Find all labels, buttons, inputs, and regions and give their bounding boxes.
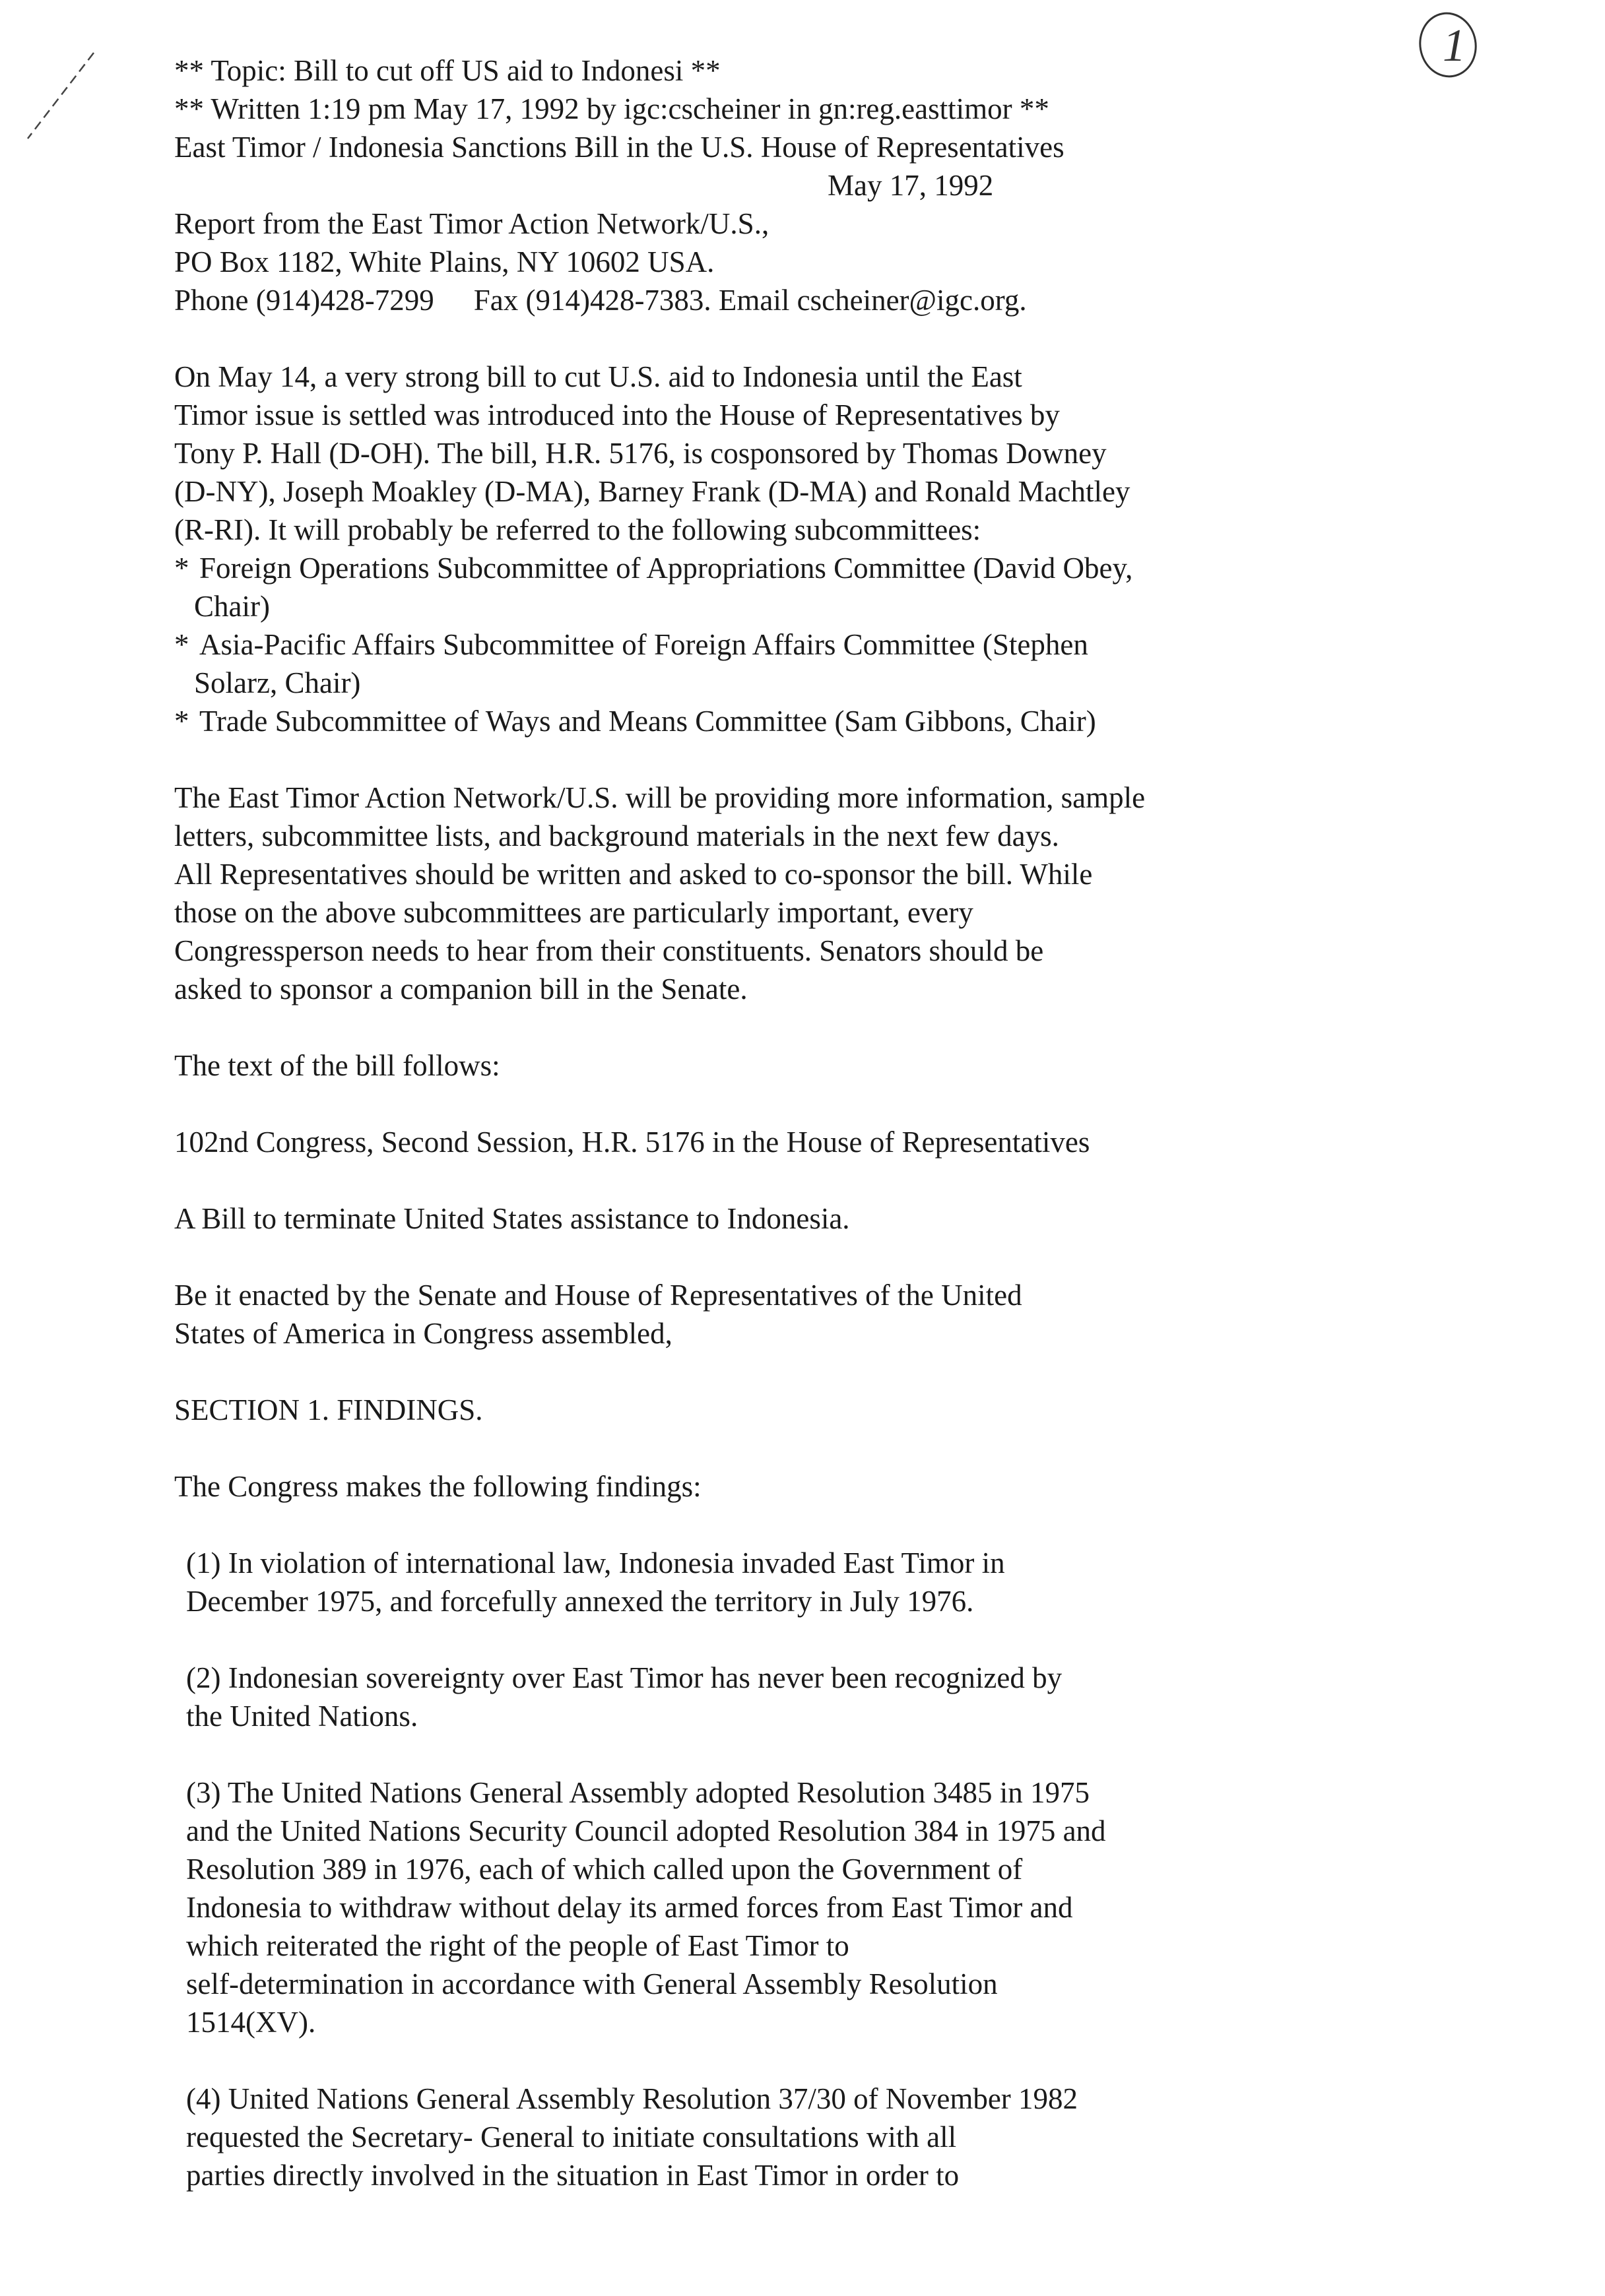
action-line: The East Timor Action Network/U.S. will be providing more information, sample: [174, 781, 1146, 814]
action-line: asked to sponsor a companion bill in the Senate.: [174, 973, 748, 1005]
document-title: East Timor / Indonesia Sanctions Bill in the U.S. House of Representatives: [174, 131, 1065, 164]
section-title: SECTION 1. FINDINGS.: [174, 1393, 483, 1426]
contact-line: [174, 281, 1468, 319]
bullet-mark: *: [174, 552, 189, 585]
report-from-line: Report from the East Timor Action Network/U.S.,: [174, 207, 770, 240]
document-date: May 17, 1992: [828, 169, 994, 202]
intro-line: On May 14, a very strong bill to cut U.S. aid to Indonesia until the East: [174, 360, 1022, 393]
subcommittee-item-continued: Chair): [194, 590, 270, 623]
finding-2-line: the United Nations.: [186, 1700, 418, 1733]
intro-line: (R-RI). It will probably be referred to the following subcommittees:: [174, 513, 981, 546]
bill-congress-line: 102nd Congress, Second Session, H.R. 5176 in the House of Representatives: [174, 1126, 1090, 1159]
finding-3-line: 1514(XV).: [186, 2006, 316, 2039]
subcommittee-item: * Foreign Operations Subcommittee of Appropriations Committee (David Obey,: [174, 549, 1468, 587]
subcommittee-item: * Asia-Pacific Affairs Subcommittee of Foreign Affairs Committee (Stephen: [174, 625, 1468, 664]
written-line: ** Written 1:19 pm May 17, 1992 by igc:cscheiner in gn:reg.easttimor **: [174, 92, 1049, 125]
intro-line: Tony P. Hall (D-OH). The bill, H.R. 5176, is cosponsored by Thomas Downey: [174, 437, 1107, 470]
fax-email-text: Fax (914)428-7383. Email cscheiner@igc.org.: [473, 284, 1027, 317]
findings-intro: The Congress makes the following findings:: [174, 1470, 702, 1503]
page-number-text: 1: [1443, 20, 1466, 71]
enacting-clause-line: States of America in Congress assembled,: [174, 1317, 672, 1350]
finding-3-line: Resolution 389 in 1976, each of which called upon the Government of: [186, 1853, 1023, 1886]
action-line: All Representatives should be written and asked to co-sponsor the bill. While: [174, 858, 1093, 891]
finding-4-line: parties directly involved in the situation in East Timor in order to: [186, 2159, 960, 2192]
intro-line: Timor issue is settled was introduced into the House of Representatives by: [174, 399, 1060, 431]
action-line: letters, subcommittee lists, and background materials in the next few days.: [174, 819, 1059, 852]
action-line: Congressperson needs to hear from their constituents. Senators should be: [174, 934, 1044, 967]
finding-3-line: self-determination in accordance with General Assembly Resolution: [186, 1967, 998, 2000]
finding-3-line: Indonesia to withdraw without delay its armed forces from East Timor and: [186, 1891, 1073, 1924]
bullet-mark: *: [174, 705, 189, 738]
finding-1-line: (1) In violation of international law, Indonesia invaded East Timor in: [186, 1547, 1005, 1579]
document-body: [174, 51, 1468, 2194]
phone-text: Phone (914)428-7299: [174, 284, 434, 317]
finding-4-line: (4) United Nations General Assembly Resolution 37/30 of November 1982: [186, 2082, 1078, 2115]
address-line: PO Box 1182, White Plains, NY 10602 USA.: [174, 245, 715, 278]
enacting-clause-line: Be it enacted by the Senate and House of Representatives of the United: [174, 1279, 1022, 1312]
stray-pen-mark: [15, 46, 100, 145]
finding-2-line: (2) Indonesian sovereignty over East Timor has never been recognized by: [186, 1661, 1063, 1694]
finding-3-line: and the United Nations Security Council adopted Resolution 384 in 1975 and: [186, 1814, 1106, 1847]
finding-4-line: requested the Secretary- General to initiate consultations with all: [186, 2121, 957, 2153]
finding-1-line: December 1975, and forcefully annexed the territory in July 1976.: [186, 1585, 974, 1618]
bullet-mark: *: [174, 628, 189, 661]
action-line: those on the above subcommittees are particularly important, every: [174, 896, 973, 929]
finding-3-line: (3) The United Nations General Assembly adopted Resolution 3485 in 1975: [186, 1776, 1090, 1809]
finding-3-line: which reiterated the right of the people of East Timor to: [186, 1929, 849, 1962]
intro-line: (D-NY), Joseph Moakley (D-MA), Barney Frank (D-MA) and Ronald Machtley: [174, 475, 1130, 508]
subcommittee-item: * Trade Subcommittee of Ways and Means Committee (Sam Gibbons, Chair): [174, 702, 1468, 740]
bill-intro-line: The text of the bill follows:: [174, 1049, 500, 1082]
topic-line: ** Topic: Bill to cut off US aid to Indonesi **: [174, 54, 721, 87]
subcommittee-item-continued: Solarz, Chair): [194, 666, 361, 699]
bill-purpose-line: A Bill to terminate United States assistance to Indonesia.: [174, 1202, 850, 1235]
